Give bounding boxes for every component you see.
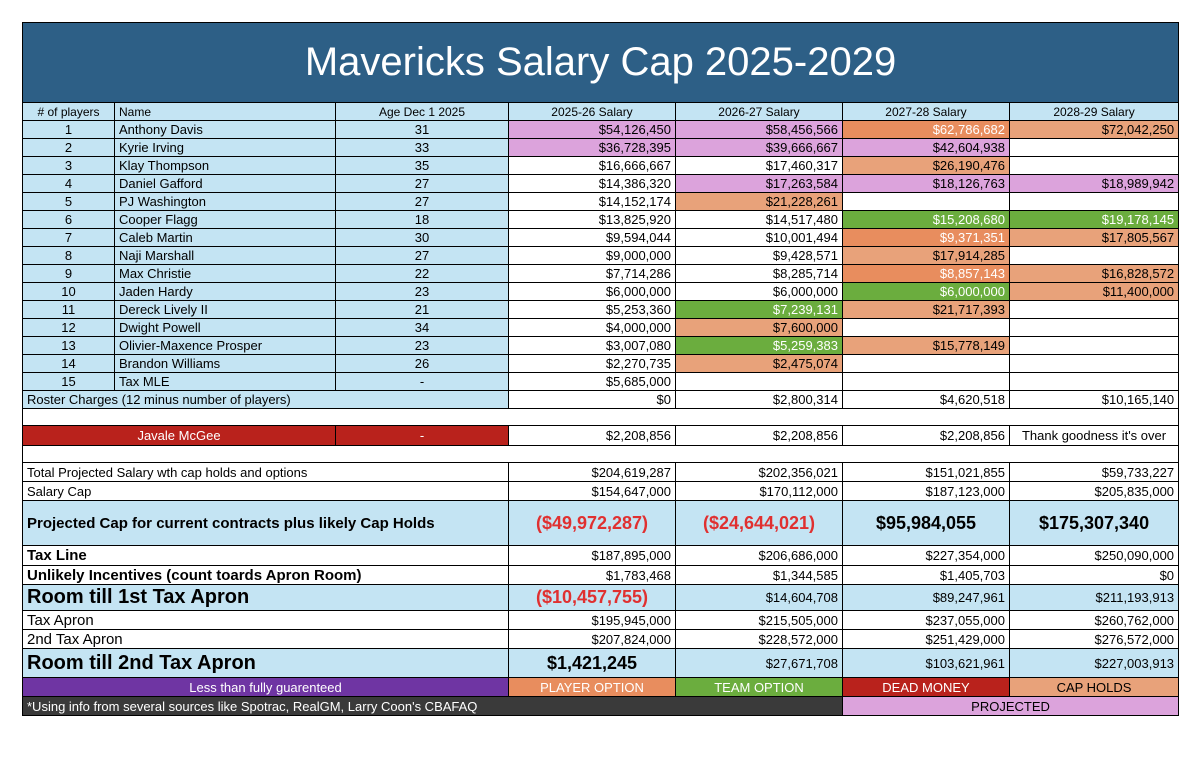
- salary-cell: $13,825,920: [509, 211, 676, 229]
- salary-cell: $14,386,320: [509, 175, 676, 193]
- player-number: 6: [23, 211, 115, 229]
- dead-money-value: $2,208,856: [843, 426, 1010, 446]
- total-salary-value: $151,021,855: [843, 463, 1010, 482]
- salary-cell: [1010, 157, 1179, 175]
- legend-player-option: PLAYER OPTION: [509, 678, 676, 697]
- player-row: [23, 139, 1179, 157]
- page-title: Mavericks Salary Cap 2025-2029: [23, 23, 1179, 103]
- salary-cell: $42,604,938: [843, 139, 1010, 157]
- room-second-apron-label: Room till 2nd Tax Apron: [23, 649, 509, 678]
- legend-less-than-guaranteed: Less than fully guarenteed: [23, 678, 509, 697]
- salary-cell: $18,989,942: [1010, 175, 1179, 193]
- header-2028: 2028-29 Salary: [1010, 103, 1179, 121]
- salary-cell: $18,126,763: [843, 175, 1010, 193]
- source-note: *Using info from several sources like Spotrac, RealGM, Larry Coon's CBAFAQ: [23, 697, 843, 716]
- room-second-apron-value: $103,621,961: [843, 649, 1010, 678]
- unlikely-incentives-value: $1,405,703: [843, 566, 1010, 585]
- player-number: 11: [23, 301, 115, 319]
- salary-cell: $62,786,682: [843, 121, 1010, 139]
- salary-cap-label: Salary Cap: [23, 482, 509, 501]
- salary-cell: $17,460,317: [676, 157, 843, 175]
- player-number: 8: [23, 247, 115, 265]
- roster-charges-row: [23, 391, 1179, 409]
- salary-cell: [843, 355, 1010, 373]
- player-number: 9: [23, 265, 115, 283]
- player-name: Olivier-Maxence Prosper: [115, 337, 336, 355]
- spacer-row: [23, 446, 1179, 463]
- salary-cap-value: $205,835,000: [1010, 482, 1179, 501]
- unlikely-incentives-value: $0: [1010, 566, 1179, 585]
- room-first-apron-value: $14,604,708: [676, 585, 843, 611]
- player-name: Naji Marshall: [115, 247, 336, 265]
- player-age: 35: [336, 157, 509, 175]
- tax-apron-value: $195,945,000: [509, 611, 676, 630]
- salary-cell: [676, 373, 843, 391]
- player-name: Daniel Gafford: [115, 175, 336, 193]
- salary-cell: $6,000,000: [509, 283, 676, 301]
- player-name: Cooper Flagg: [115, 211, 336, 229]
- salary-cell: $58,456,566: [676, 121, 843, 139]
- salary-cell: $7,239,131: [676, 301, 843, 319]
- player-row: [23, 337, 1179, 355]
- player-age: 23: [336, 283, 509, 301]
- salary-cell: $21,228,261: [676, 193, 843, 211]
- salary-cell: $5,259,383: [676, 337, 843, 355]
- player-row: [23, 283, 1179, 301]
- room-second-apron-value: $27,671,708: [676, 649, 843, 678]
- salary-cell: $36,728,395: [509, 139, 676, 157]
- unlikely-incentives-value: $1,344,585: [676, 566, 843, 585]
- salary-cell: $54,126,450: [509, 121, 676, 139]
- second-tax-apron-value: $276,572,000: [1010, 630, 1179, 649]
- roster-charges-value: $0: [509, 391, 676, 409]
- salary-cell: $10,001,494: [676, 229, 843, 247]
- salary-cap: [23, 482, 1179, 501]
- legend-cap-holds: CAP HOLDS: [1010, 678, 1179, 697]
- player-name: Dwight Powell: [115, 319, 336, 337]
- player-name: Jaden Hardy: [115, 283, 336, 301]
- player-name: Dereck Lively II: [115, 301, 336, 319]
- salary-cell: $6,000,000: [843, 283, 1010, 301]
- legend-team-option: TEAM OPTION: [676, 678, 843, 697]
- player-age: 31: [336, 121, 509, 139]
- player-age: 21: [336, 301, 509, 319]
- room-first-apron-value: $211,193,913: [1010, 585, 1179, 611]
- player-age: 27: [336, 247, 509, 265]
- salary-cell: $15,208,680: [843, 211, 1010, 229]
- salary-cell: $14,517,480: [676, 211, 843, 229]
- dead-money-row: [23, 426, 1179, 446]
- salary-cell: $9,371,351: [843, 229, 1010, 247]
- salary-cell: $21,717,393: [843, 301, 1010, 319]
- player-row: [23, 229, 1179, 247]
- salary-cell: $15,778,149: [843, 337, 1010, 355]
- salary-cell: $14,152,174: [509, 193, 676, 211]
- projected-cap: [23, 501, 1179, 546]
- player-row: [23, 301, 1179, 319]
- unlikely-incentives: [23, 566, 1179, 585]
- player-number: 2: [23, 139, 115, 157]
- salary-cell: $6,000,000: [676, 283, 843, 301]
- player-number: 1: [23, 121, 115, 139]
- second-tax-apron-value: $251,429,000: [843, 630, 1010, 649]
- tax-apron-label: Tax Apron: [23, 611, 509, 630]
- salary-cell: [1010, 193, 1179, 211]
- projected-cap-label: Projected Cap for current contracts plus likely Cap Holds: [23, 501, 509, 546]
- header-2026: 2026-27 Salary: [676, 103, 843, 121]
- player-row: [23, 265, 1179, 283]
- salary-cell: $17,914,285: [843, 247, 1010, 265]
- tax-line-value: $227,354,000: [843, 546, 1010, 566]
- player-name: Max Christie: [115, 265, 336, 283]
- salary-cell: [1010, 301, 1179, 319]
- salary-cell: $2,475,074: [676, 355, 843, 373]
- player-number: 4: [23, 175, 115, 193]
- tax-line: [23, 546, 1179, 566]
- unlikely-incentives-value: $1,783,468: [509, 566, 676, 585]
- player-number: 15: [23, 373, 115, 391]
- player-number: 12: [23, 319, 115, 337]
- dead-money-value: $2,208,856: [676, 426, 843, 446]
- player-row: [23, 157, 1179, 175]
- header-row: [23, 103, 1179, 121]
- roster-charges-value: $2,800,314: [676, 391, 843, 409]
- salary-cell: [1010, 247, 1179, 265]
- player-name: Caleb Martin: [115, 229, 336, 247]
- second-tax-apron-label: 2nd Tax Apron: [23, 630, 509, 649]
- unlikely-incentives-label: Unlikely Incentives (count toards Apron Room): [23, 566, 509, 585]
- room-first-apron-label: Room till 1st Tax Apron: [23, 585, 509, 611]
- player-number: 3: [23, 157, 115, 175]
- spacer-cell: [23, 446, 1179, 463]
- player-row: [23, 193, 1179, 211]
- player-age: 26: [336, 355, 509, 373]
- player-age: 33: [336, 139, 509, 157]
- tax-line-label: Tax Line: [23, 546, 509, 566]
- tax-line-value: $187,895,000: [509, 546, 676, 566]
- salary-cell: $5,685,000: [509, 373, 676, 391]
- player-age: 27: [336, 175, 509, 193]
- player-row: [23, 373, 1179, 391]
- header-age: Age Dec 1 2025: [336, 103, 509, 121]
- spacer-cell: [23, 409, 1179, 426]
- player-row: [23, 355, 1179, 373]
- player-age: 27: [336, 193, 509, 211]
- salary-cap-value: $154,647,000: [509, 482, 676, 501]
- salary-cell: $7,714,286: [509, 265, 676, 283]
- salary-cell: [1010, 139, 1179, 157]
- tax-apron-value: $215,505,000: [676, 611, 843, 630]
- room-first-apron-value: ($10,457,755): [509, 585, 676, 611]
- player-name: Anthony Davis: [115, 121, 336, 139]
- tax-apron-value: $260,762,000: [1010, 611, 1179, 630]
- player-age: -: [336, 373, 509, 391]
- room-second-apron-value: $227,003,913: [1010, 649, 1179, 678]
- salary-cell: $8,285,714: [676, 265, 843, 283]
- player-row: [23, 247, 1179, 265]
- player-row: [23, 121, 1179, 139]
- player-age: 34: [336, 319, 509, 337]
- header-name: Name: [115, 103, 336, 121]
- salary-cell: [1010, 373, 1179, 391]
- projected-cap-value: $175,307,340: [1010, 501, 1179, 546]
- legend-row: [23, 678, 1179, 697]
- salary-cell: $16,666,667: [509, 157, 676, 175]
- player-name: Brandon Williams: [115, 355, 336, 373]
- salary-cell: $72,042,250: [1010, 121, 1179, 139]
- projected-cap-value: $95,984,055: [843, 501, 1010, 546]
- player-row: [23, 211, 1179, 229]
- salary-cell: $19,178,145: [1010, 211, 1179, 229]
- player-number: 14: [23, 355, 115, 373]
- second-tax-apron: [23, 630, 1179, 649]
- tax-apron-value: $237,055,000: [843, 611, 1010, 630]
- roster-charges-value: $4,620,518: [843, 391, 1010, 409]
- legend-dead-money: DEAD MONEY: [843, 678, 1010, 697]
- salary-cell: $3,007,080: [509, 337, 676, 355]
- room-second-apron-value: $1,421,245: [509, 649, 676, 678]
- player-number: 13: [23, 337, 115, 355]
- dead-money-note: Thank goodness it's over: [1010, 426, 1179, 446]
- tax-line-value: $250,090,000: [1010, 546, 1179, 566]
- roster-charges-label: Roster Charges (12 minus number of players): [23, 391, 509, 409]
- salary-cap-table: [22, 22, 1179, 716]
- projected-cap-value: ($49,972,287): [509, 501, 676, 546]
- salary-cap-value: $170,112,000: [676, 482, 843, 501]
- salary-cell: $26,190,476: [843, 157, 1010, 175]
- projected-cap-value: ($24,644,021): [676, 501, 843, 546]
- player-name: Tax MLE: [115, 373, 336, 391]
- salary-cell: [843, 373, 1010, 391]
- tax-line-value: $206,686,000: [676, 546, 843, 566]
- player-number: 10: [23, 283, 115, 301]
- dead-money-value: $2,208,856: [509, 426, 676, 446]
- dead-money-name: Javale McGee: [23, 426, 336, 446]
- room-second-apron: [23, 649, 1179, 678]
- salary-cell: $9,428,571: [676, 247, 843, 265]
- total-salary-value: $202,356,021: [676, 463, 843, 482]
- salary-cell: $16,828,572: [1010, 265, 1179, 283]
- salary-cell: [1010, 355, 1179, 373]
- total-salary: [23, 463, 1179, 482]
- salary-cell: $8,857,143: [843, 265, 1010, 283]
- player-row: [23, 175, 1179, 193]
- salary-cell: $17,263,584: [676, 175, 843, 193]
- salary-cell: $7,600,000: [676, 319, 843, 337]
- player-name: PJ Washington: [115, 193, 336, 211]
- salary-cell: $17,805,567: [1010, 229, 1179, 247]
- second-tax-apron-value: $228,572,000: [676, 630, 843, 649]
- player-age: 30: [336, 229, 509, 247]
- salary-cell: $2,270,735: [509, 355, 676, 373]
- total-salary-value: $204,619,287: [509, 463, 676, 482]
- room-first-apron-value: $89,247,961: [843, 585, 1010, 611]
- note-row: [23, 697, 1179, 716]
- legend-projected: PROJECTED: [843, 697, 1179, 716]
- header-2025: 2025-26 Salary: [509, 103, 676, 121]
- player-age: 18: [336, 211, 509, 229]
- player-number: 5: [23, 193, 115, 211]
- salary-cell: [1010, 319, 1179, 337]
- player-name: Kyrie Irving: [115, 139, 336, 157]
- salary-cell: $4,000,000: [509, 319, 676, 337]
- player-row: [23, 319, 1179, 337]
- salary-cell: $9,000,000: [509, 247, 676, 265]
- player-age: 23: [336, 337, 509, 355]
- dead-money-age: -: [336, 426, 509, 446]
- total-salary-label: Total Projected Salary wth cap holds and options: [23, 463, 509, 482]
- salary-cell: [843, 193, 1010, 211]
- second-tax-apron-value: $207,824,000: [509, 630, 676, 649]
- salary-cap-value: $187,123,000: [843, 482, 1010, 501]
- total-salary-value: $59,733,227: [1010, 463, 1179, 482]
- spacer-row: [23, 409, 1179, 426]
- tax-apron: [23, 611, 1179, 630]
- salary-cell: $9,594,044: [509, 229, 676, 247]
- salary-cell: $5,253,360: [509, 301, 676, 319]
- player-age: 22: [336, 265, 509, 283]
- header-2027: 2027-28 Salary: [843, 103, 1010, 121]
- header-num: # of players: [23, 103, 115, 121]
- salary-cell: $11,400,000: [1010, 283, 1179, 301]
- player-number: 7: [23, 229, 115, 247]
- player-name: Klay Thompson: [115, 157, 336, 175]
- roster-charges-value: $10,165,140: [1010, 391, 1179, 409]
- salary-cell: $39,666,667: [676, 139, 843, 157]
- salary-cell: [1010, 337, 1179, 355]
- room-first-apron: [23, 585, 1179, 611]
- salary-cell: [843, 319, 1010, 337]
